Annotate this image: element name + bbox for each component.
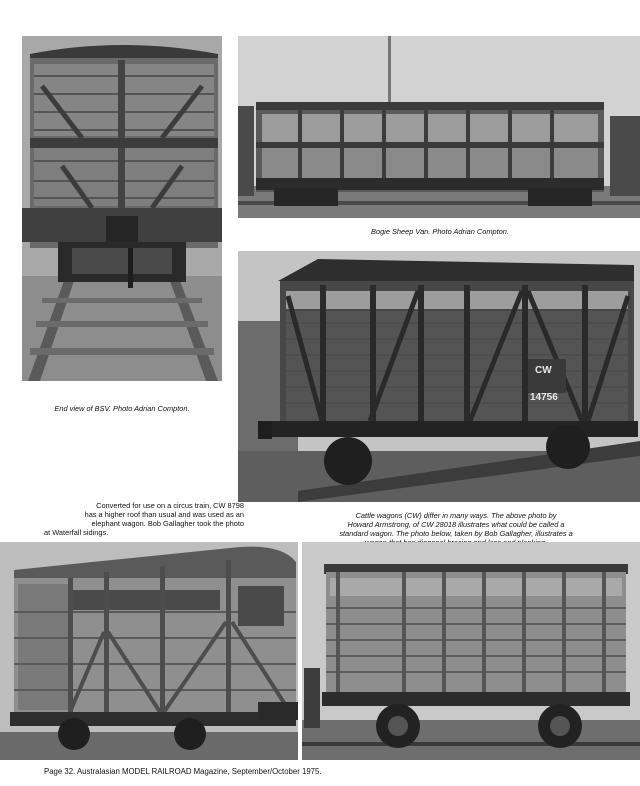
photo-bogie-sheep-van [238,36,640,218]
caption-circus-line-3: elephant wagon. Bob Gallagher took the photo [91,519,244,528]
photo-cattle-wagon-cw-14756 [238,251,640,502]
page-footer: Page 32. Australasian MODEL RAILROAD Magazine, September/October 1975. [44,767,322,776]
caption-bogie-sheep-van: Bogie Sheep Van. Photo Adrian Compton. [371,227,509,236]
caption-circus-line-1: Converted for use on a circus train, CW 8798 [96,501,244,510]
photo-bsv-end-view [22,36,222,381]
caption-circus-line-2: has a higher roof than usual and was used as an [84,510,244,519]
wagon-marking-number: 14756 [530,392,558,403]
caption-cattle-line-2: Howard Armstrong, of CW 28018 illustrates what could be called a [347,520,565,529]
photo-circus-elephant-wagon [0,542,298,760]
caption-cattle-line-3: standard wagon. The photo below, taken by Bob Gallagher, illustrates a [339,529,573,538]
caption-circus-train [44,501,244,537]
photo-cattle-wagon-diagonal-bracing [302,542,640,760]
wagon-marking-cw: CW [535,365,552,376]
caption-end-view: End view of BSV. Photo Adrian Compton. [54,404,190,413]
caption-cattle-line-1: Cattle wagons (CW) differ in many ways. The above photo by [355,511,557,520]
caption-circus-line-4: at Waterfall sidings. [44,528,109,537]
